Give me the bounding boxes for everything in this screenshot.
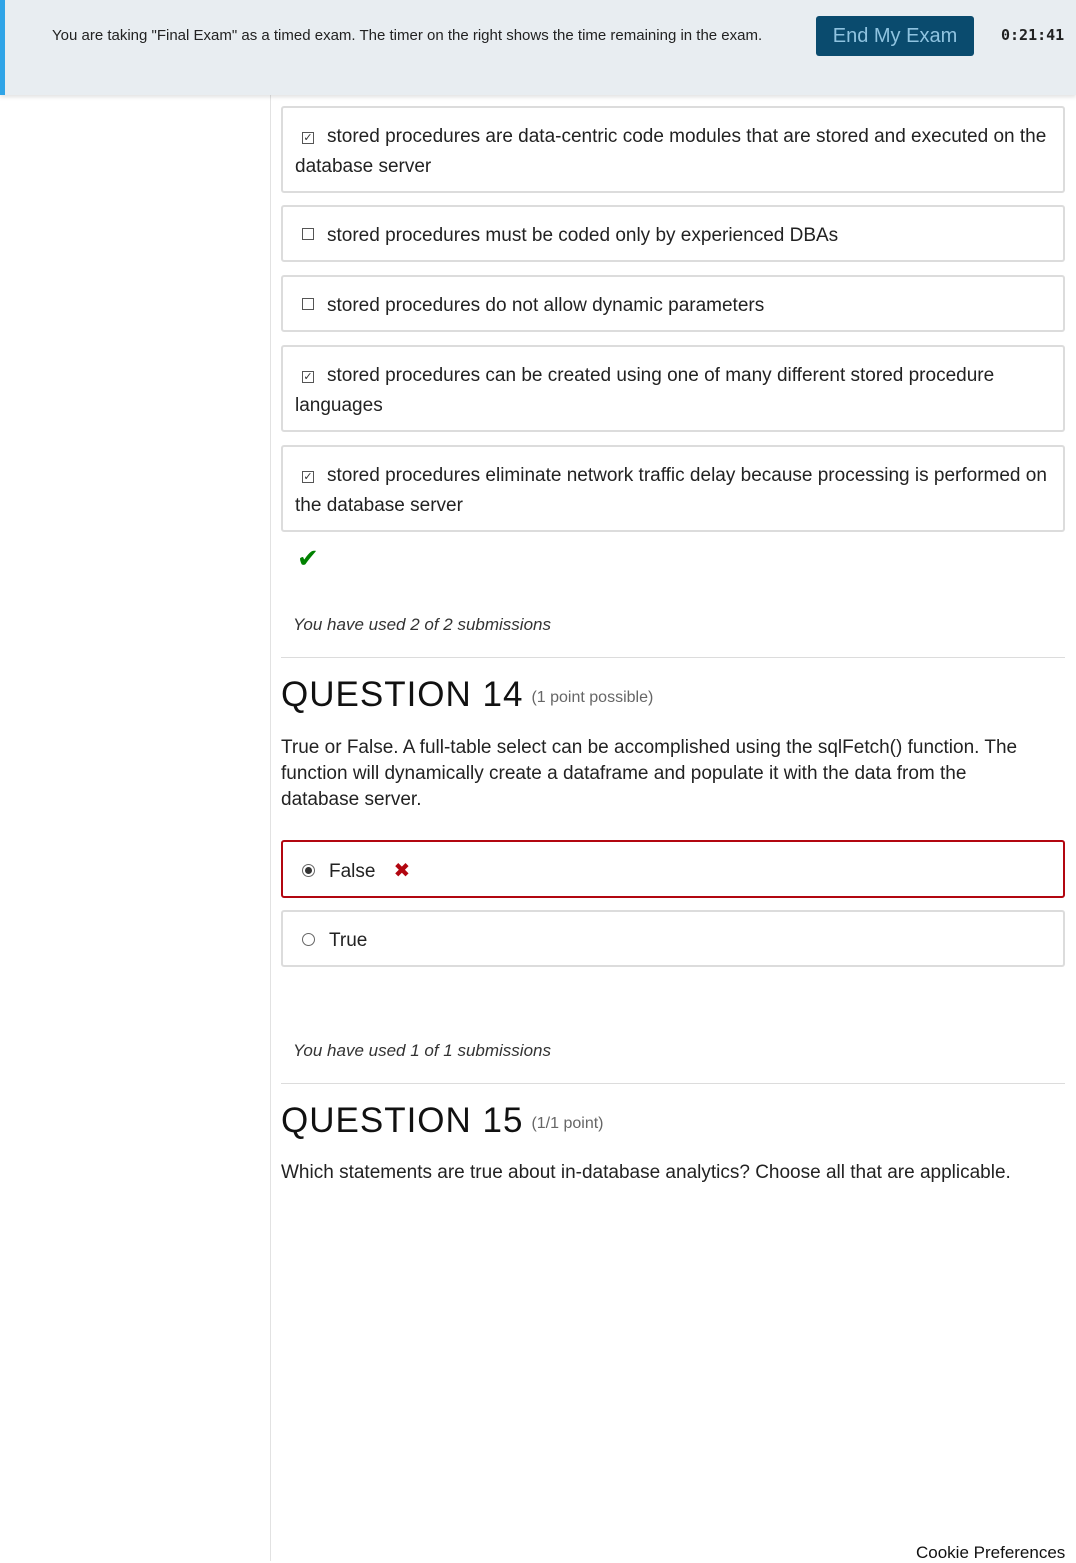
choice-item[interactable] (281, 445, 1065, 532)
question-points: (1 point possible) (531, 689, 654, 706)
checkbox-unchecked-icon[interactable] (302, 298, 314, 310)
sidebar-divider (270, 95, 271, 1561)
exam-timer: 0:21:41 (1001, 26, 1065, 44)
choice-label: stored procedures must be coded only by experienced DBAs (327, 225, 839, 246)
choice-label: stored procedures eliminate network traffic delay because processing is performed on the database server (295, 465, 1047, 516)
option-true[interactable] (281, 910, 1065, 967)
option-label: False (329, 861, 376, 882)
checkbox-checked-icon[interactable]: ✓ (303, 471, 313, 483)
choice-item[interactable] (281, 205, 1065, 262)
checkbox-checked-icon[interactable]: ✓ (303, 132, 313, 144)
choice-item[interactable] (281, 345, 1065, 432)
option-label: True (329, 930, 368, 951)
question-14-text: True or False. A full-table select can be accomplished using the sqlFetch() function. The function will dynamically create a dataframe and populate it with the data from the database server. (281, 737, 1018, 810)
question-divider (281, 1083, 1065, 1084)
checkbox-checked-icon[interactable]: ✓ (303, 371, 313, 383)
choice-label: stored procedures can be created using one of many different stored procedure languages (295, 365, 995, 416)
radio-unselected-icon[interactable] (302, 933, 315, 946)
question-15-title (281, 1101, 604, 1141)
correct-check-icon: ✔ (297, 543, 319, 573)
question-number: QUESTION 14 (281, 675, 524, 714)
choice-item[interactable] (281, 106, 1065, 193)
end-exam-button[interactable]: End My Exam (816, 16, 974, 56)
question-points: (1/1 point) (531, 1115, 604, 1132)
banner-message: You are taking "Final Exam" as a timed exam. The timer on the right shows the time remaining in the exam. (52, 27, 763, 44)
choice-label: stored procedures are data-centric code modules that are stored and executed on the database server (295, 126, 1047, 177)
timed-exam-banner (0, 0, 1076, 95)
checkbox-unchecked-icon[interactable] (302, 228, 314, 240)
question-14-title (281, 675, 653, 715)
radio-selected-icon[interactable] (302, 864, 315, 877)
question-divider (281, 657, 1065, 658)
incorrect-x-icon: ✖ (393, 860, 411, 882)
choice-label: stored procedures do not allow dynamic parameters (327, 295, 765, 316)
choice-item[interactable] (281, 275, 1065, 332)
question-number: QUESTION 15 (281, 1101, 524, 1140)
cookie-preferences-link[interactable]: Cookie Preferences (916, 1543, 1066, 1562)
question-15-text: Which statements are true about in-database analytics? Choose all that are applicable. (281, 1162, 1011, 1183)
submission-count: You have used 2 of 2 submissions (293, 615, 551, 634)
submission-count: You have used 1 of 1 submissions (293, 1041, 551, 1060)
option-false[interactable] (281, 840, 1065, 898)
